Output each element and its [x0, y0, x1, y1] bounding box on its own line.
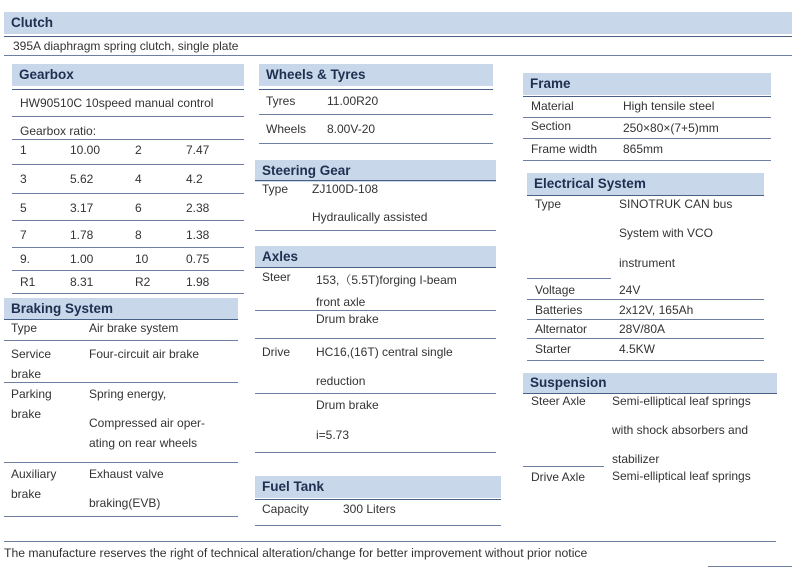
- axles-bottom-line: [255, 452, 496, 453]
- alternator-label: Alternator: [535, 322, 588, 336]
- gearbox-row-line: [12, 193, 244, 194]
- steer-axle-brake: Drum brake: [316, 312, 379, 326]
- steer-axle-value: 153,（5.5T)forging I-beam: [316, 273, 457, 287]
- clutch-divider: [4, 36, 792, 37]
- voltage-label: Voltage: [535, 283, 576, 297]
- gear-ratio: 1.38: [186, 228, 210, 242]
- gearbox-row-line: [12, 164, 244, 165]
- drive-axle-ratio: i=5.73: [316, 428, 350, 442]
- steering-bottom-line: [255, 230, 496, 231]
- clutch-bottom-line: [4, 55, 792, 56]
- gearbox-row-line: [12, 270, 244, 271]
- gearbox-row-line: [12, 220, 244, 221]
- service-brake-value: Four-circuit air brake: [89, 347, 200, 361]
- frame-section-value: 250×80×(7+5)mm: [623, 121, 719, 135]
- clutch-description: 395A diaphragm spring clutch, single plate: [13, 39, 239, 53]
- braking-bottom-line: [4, 516, 238, 517]
- gearbox-ratio-label-line: [12, 139, 244, 140]
- footer-notice: The manufacture reserves the right of technical alteration/change for better improvement without prior notice: [4, 546, 588, 560]
- braking-row-line: [4, 340, 238, 341]
- gear-number: 1: [20, 143, 27, 157]
- auxiliary-brake-value: Exhaust valve: [89, 467, 164, 481]
- gearbox-header: Gearbox: [12, 64, 244, 86]
- batteries-value: 2x12V, 165Ah: [619, 303, 694, 317]
- braking-row-line: [4, 462, 238, 463]
- fuel-capacity-value: 300 Liters: [343, 502, 396, 516]
- wheels-value: 8.00V-20: [327, 122, 376, 136]
- gear-ratio: 4.2: [186, 172, 203, 186]
- gear-ratio: 2.38: [186, 201, 210, 215]
- auxiliary-brake-label: Auxiliary: [11, 467, 57, 481]
- service-brake-label: brake: [11, 367, 42, 381]
- starter-label: Starter: [535, 342, 572, 356]
- frame-bottom-line: [523, 160, 771, 161]
- steering-type-value: ZJ100D-108: [312, 182, 379, 196]
- parking-brake-value: ating on rear wheels: [89, 436, 198, 450]
- steer-suspension-value: Semi-elliptical leaf springs: [612, 394, 751, 408]
- gear-ratio: 5.62: [70, 172, 94, 186]
- electrical-row-line: [527, 338, 764, 339]
- frame-width-label: Frame width: [531, 142, 598, 156]
- electrical-type-value: System with VCO: [619, 226, 714, 240]
- gearbox-row-line: [12, 247, 244, 248]
- gearbox-header-line: [12, 89, 244, 90]
- drive-axle-brake: Drum brake: [316, 398, 379, 412]
- gear-ratio: 1.00: [70, 252, 94, 266]
- parking-brake-label: brake: [11, 407, 42, 421]
- drive-axle-label: Drive: [262, 345, 291, 359]
- axles-row-line: [255, 310, 496, 311]
- auxiliary-brake-label: brake: [11, 487, 42, 501]
- electrical-row-line: [527, 319, 764, 320]
- gear-number: 6: [135, 201, 142, 215]
- footer-bottom-line: [708, 566, 792, 567]
- frame-section-label: Section: [531, 119, 572, 133]
- suspension-row-line: [523, 466, 604, 467]
- steering-header-line: [255, 180, 496, 181]
- frame-material-value: High tensile steel: [623, 99, 715, 113]
- wheels-bottom-line: [259, 143, 493, 144]
- clutch-header: Clutch: [4, 12, 792, 34]
- gear-number: 5: [20, 201, 27, 215]
- steer-axle-value: front axle: [316, 295, 366, 309]
- auxiliary-brake-value: braking(EVB): [89, 496, 161, 510]
- wheels-header: Wheels & Tyres: [259, 64, 493, 86]
- steering-type-label: Type: [262, 182, 289, 196]
- gear-number: R2: [135, 275, 151, 289]
- axles-row-line: [255, 393, 496, 394]
- steer-suspension-label: Steer Axle: [531, 394, 586, 408]
- steer-axle-label: Steer: [262, 270, 291, 284]
- frame-material-label: Material: [531, 99, 574, 113]
- gear-ratio: 1.78: [70, 228, 94, 242]
- electrical-header-line: [527, 195, 764, 196]
- frame-header-line: [523, 96, 771, 97]
- frame-width-value: 865mm: [623, 142, 664, 156]
- frame-row-line: [523, 138, 771, 139]
- gearbox-row-line: [12, 293, 244, 294]
- parking-brake-value: Compressed air oper-: [89, 416, 206, 430]
- fuel-bottom-line: [255, 525, 501, 526]
- batteries-label: Batteries: [535, 303, 583, 317]
- electrical-row-line: [527, 278, 611, 279]
- suspension-header: Suspension: [523, 373, 777, 393]
- fuel-header: Fuel Tank: [255, 476, 501, 498]
- gear-ratio: 8.31: [70, 275, 94, 289]
- gearbox-ratio-label: Gearbox ratio:: [20, 124, 97, 138]
- electrical-bottom-line: [527, 360, 764, 361]
- tyres-value: 11.00R20: [327, 94, 379, 108]
- electrical-header: Electrical System: [527, 173, 764, 195]
- alternator-value: 28V/80A: [619, 322, 666, 336]
- electrical-row-line: [527, 299, 764, 300]
- gear-ratio: 0.75: [186, 252, 210, 266]
- steer-suspension-value: stabilizer: [612, 452, 660, 466]
- axles-header-line: [255, 267, 496, 268]
- gear-ratio: 1.98: [186, 275, 210, 289]
- parking-brake-value: Spring energy,: [89, 387, 167, 401]
- braking-header: Braking System: [4, 298, 238, 319]
- gear-number: 4: [135, 172, 142, 186]
- axles-row-line: [255, 338, 496, 339]
- starter-value: 4.5KW: [619, 342, 656, 356]
- parking-brake-label: Parking: [11, 387, 52, 401]
- braking-row-line: [4, 382, 238, 383]
- axles-header: Axles: [255, 246, 496, 268]
- wheels-header-line: [259, 89, 493, 90]
- footer-line: [4, 541, 776, 542]
- tyres-label: Tyres: [266, 94, 296, 108]
- gear-number: 8: [135, 228, 142, 242]
- gear-number: 3: [20, 172, 27, 186]
- gear-ratio: 3.17: [70, 201, 94, 215]
- gearbox-model: HW90510C 10speed manual control: [20, 96, 214, 110]
- electrical-type-value: instrument: [619, 256, 676, 270]
- gear-number: 2: [135, 143, 142, 157]
- steering-header: Steering Gear: [255, 160, 496, 182]
- fuel-header-line: [255, 499, 501, 500]
- gear-ratio: 10.00: [70, 143, 101, 157]
- wheels-row-line: [259, 114, 493, 115]
- steer-suspension-value: with shock absorbers and: [612, 423, 749, 437]
- braking-header-line: [4, 319, 238, 320]
- gear-number: 9.: [20, 252, 31, 266]
- drive-suspension-label: Drive Axle: [531, 470, 586, 484]
- frame-row-line: [523, 117, 771, 118]
- frame-header: Frame: [523, 73, 771, 95]
- gear-number: R1: [20, 275, 36, 289]
- gear-ratio: 7.47: [186, 143, 210, 157]
- drive-axle-value: HC16,(16T) central single: [316, 345, 453, 359]
- gear-number: 7: [20, 228, 27, 242]
- braking-type-value: Air brake system: [89, 321, 179, 335]
- steering-assist: Hydraulically assisted: [312, 210, 428, 224]
- drive-suspension-value: Semi-elliptical leaf springs: [612, 469, 751, 483]
- braking-type-label: Type: [11, 321, 38, 335]
- electrical-type-label: Type: [535, 197, 562, 211]
- fuel-capacity-label: Capacity: [262, 502, 309, 516]
- gear-number: 10: [135, 252, 149, 266]
- wheels-label: Wheels: [266, 122, 307, 136]
- electrical-type-value: SINOTRUK CAN bus: [619, 197, 733, 211]
- drive-axle-value: reduction: [316, 374, 366, 388]
- service-brake-label: Service: [11, 347, 52, 361]
- gearbox-model-line: [12, 116, 244, 117]
- voltage-value: 24V: [619, 283, 641, 297]
